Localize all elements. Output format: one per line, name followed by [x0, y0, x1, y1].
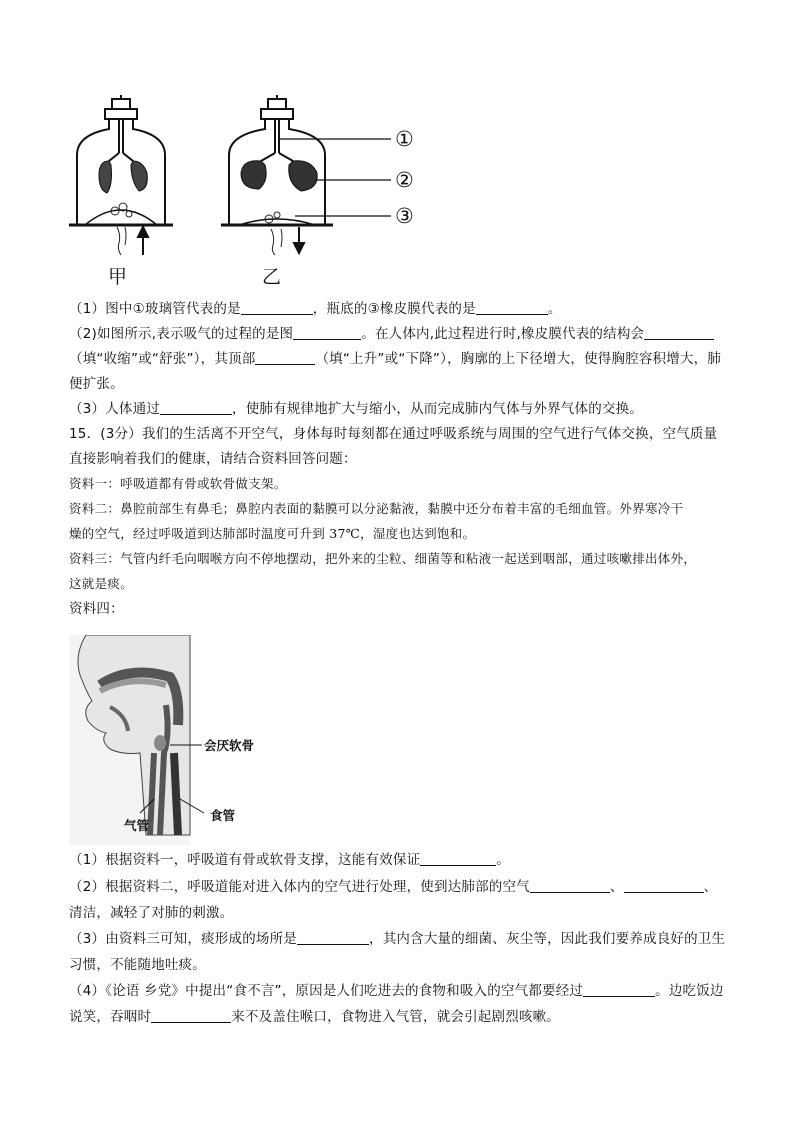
trachea-label: 气管	[124, 818, 150, 833]
q14-line-4: 便扩张。	[69, 376, 124, 392]
lung-left-jia	[99, 161, 112, 193]
marker-3: ③	[395, 204, 414, 228]
q14-line-1: （1）图中①玻璃管代表的是 ，瓶底的③橡皮膜代表的是 。	[69, 301, 562, 317]
answer-blank[interactable]	[476, 300, 548, 315]
answer-blank[interactable]	[160, 400, 232, 415]
answer-blank[interactable]	[255, 350, 315, 365]
material-4-label: 资料四：	[69, 601, 124, 617]
bell-jar-diagram	[55, 95, 435, 290]
marker-2: ②	[395, 168, 414, 192]
q15-q4: （4）《论语 乡党》中提出“食不言”，原因是人们吃进去的食物和吸入的空气都要经过 。边吃饭边	[69, 983, 724, 999]
answer-blank[interactable]	[241, 300, 313, 315]
lung-left-yi	[241, 161, 266, 189]
answer-blank[interactable]	[293, 325, 361, 340]
label-yi: 乙	[262, 266, 282, 288]
arrow-down-icon	[294, 227, 304, 253]
q15-q4-cont: 说笑，吞咽时 来不及盖住喉口，食物进入气管，就会引起剧烈咳嗽。	[69, 1009, 561, 1025]
q14-line-2: （2)如图所示,表示吸气的过程的是图 。在人体内,此过程进行时,橡皮膜代表的结构会	[69, 324, 714, 344]
q15-q2: （2）根据资料二，呼吸道能对进入体内的空气进行处理，使到达肺部的空气 、 、	[69, 879, 718, 895]
epiglottis-label: 会厌软骨	[204, 738, 255, 753]
arrow-up-icon	[138, 227, 148, 255]
material-3-line-2: 这就是痰。	[69, 576, 134, 591]
q15-q2-cont: 清洁，减轻了对肺的刺激。	[69, 905, 234, 921]
jar-jia	[69, 95, 173, 225]
answer-blank[interactable]	[151, 1008, 231, 1023]
lung-right-yi	[289, 161, 317, 191]
marker-1: ①	[395, 127, 414, 151]
answer-blank[interactable]	[420, 851, 496, 866]
esophagus-label: 食管	[210, 808, 236, 823]
throat-figure	[70, 635, 280, 845]
q14-line-3: （填“收缩”或“舒张”），其顶部 （填“上升”或“下降”），胸廓的上下径增大，使得胸腔容积增大，肺	[69, 351, 722, 367]
material-3-line-1: 资料三：气管内纤毛向咽喉方向不停地摆动，把外来的尘粒、细菌等和粘液一起送到咽部，通过咳嗽排出体外，	[69, 551, 697, 566]
bell-jar-figure	[55, 95, 435, 290]
material-2-line-2: 燥的空气，经过呼吸道到达肺部时温度可升到 37℃，湿度也达到饱和。	[69, 526, 476, 541]
answer-blank[interactable]	[297, 930, 369, 945]
jar-yi	[221, 95, 333, 225]
answer-blank[interactable]	[530, 878, 610, 893]
answer-blank[interactable]	[583, 982, 655, 997]
material-2-line-1: 资料二：鼻腔前部生有鼻毛；鼻腔内表面的黏膜可以分泌黏液，黏膜中还分布着丰富的毛细血管。外界寒冷干	[69, 501, 684, 516]
label-jia: 甲	[108, 266, 128, 288]
answer-blank[interactable]	[644, 325, 714, 340]
q14-line-5: （3）人体通过 ，使肺有规律地扩大与缩小，从而完成肺内气体与外界气体的交换。	[69, 401, 643, 417]
material-1: 资料一：呼吸道都有骨或软骨做支架。	[69, 476, 287, 491]
lung-right-jia	[131, 161, 147, 191]
answer-blank[interactable]	[624, 878, 704, 893]
q15-q3-cont: 习惯，不能随地吐痰。	[69, 957, 206, 973]
q15-q3: （3）由资料三可知，痰形成的场所是 ，其内含大量的细菌、灰尘等，因此我们要养成良好的卫生	[69, 931, 726, 947]
q15-line-1: 15．(3分）我们的生活离不开空气，身体每时每刻都在通过呼吸系统与周围的空气进行气体交换，空气质量	[69, 426, 718, 442]
q15-q1: （1）根据资料一，呼吸道有骨或软骨支撑，这能有效保证 。	[69, 852, 510, 868]
q15-line-2: 直接影响着我们的健康，请结合资料回答问题：	[69, 451, 357, 467]
